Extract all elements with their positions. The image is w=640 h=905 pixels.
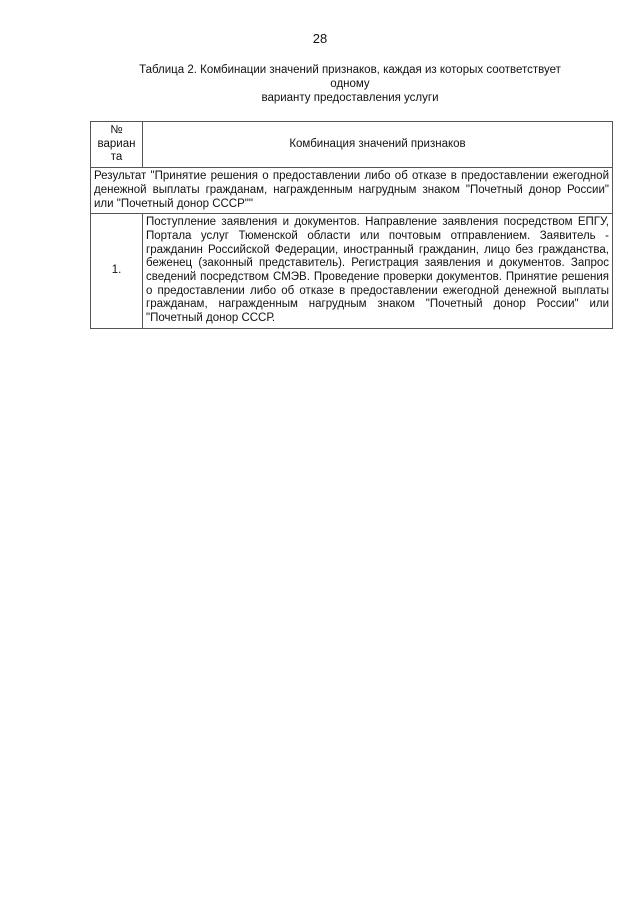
result-row (91, 168, 613, 214)
result-text: Результат "Принятие решения о предоставлении либо об отказе в предоставлении ежегодной денежной выплаты гражданам, награжденным нагрудным знаком "Почетный донор России" или "Почетный донор СССР"" (91, 168, 613, 214)
caption-line-2: одному (330, 78, 370, 90)
table-row (91, 214, 613, 329)
variant-header-line-3: та (110, 151, 123, 164)
caption-line-3: варианту предоставления услуги (261, 92, 439, 104)
table-header-row (91, 122, 613, 168)
variants-table (90, 121, 613, 329)
combination-header: Комбинация значений признаков (143, 122, 613, 168)
variant-number: 1. (91, 214, 143, 329)
variant-header-line-2: вариан (97, 137, 136, 150)
variant-description: Поступление заявления и документов. Направление заявления посредством ЕПГУ, Портала услуг Тюменской области или почтовым отправлением. Заявитель - гражданин Российской Федерации, иностранный гражданин, лицо без гражданства, беженец (законный представитель). Регистрация заявления и документов. Запрос сведений посредством СМЭВ. Проведение проверки документов. Принятие решения о предоставлении либо об отказе в предоставлении ежегодной денежной выплаты гражданам, награжденным нагрудным знаком "Почетный донор России" или "Почетный донор СССР. (143, 214, 613, 329)
variant-number-header (91, 122, 143, 168)
table-caption (100, 63, 600, 105)
caption-line-1: Таблица 2. Комбинации значений признаков, каждая из которых соответствует (139, 64, 561, 76)
page-number: 28 (312, 31, 328, 46)
variant-header-line-1: № (110, 124, 123, 136)
